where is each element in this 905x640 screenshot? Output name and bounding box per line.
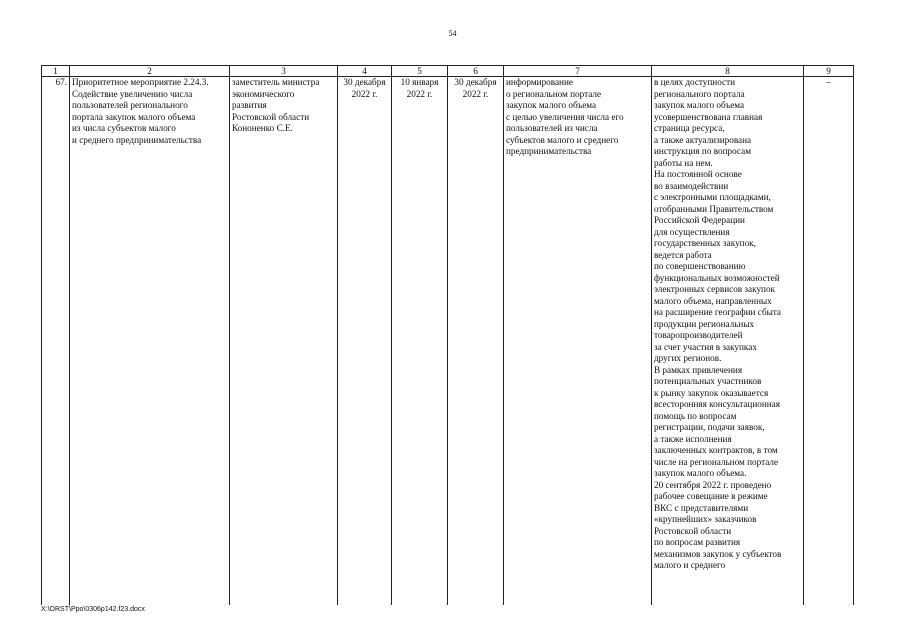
text-line: 30 декабря <box>454 77 497 87</box>
text-line: 2022 г. <box>462 88 489 99</box>
header-cell: 9 <box>804 66 854 77</box>
text-line: малого и среднего <box>654 560 726 570</box>
text-line: Содействие увеличению числа <box>72 88 193 99</box>
text-line: с электронными площадками, <box>654 192 771 202</box>
date-start-cell <box>338 77 392 606</box>
header-cell: 6 <box>448 66 504 77</box>
text-line: малого объема, направленных <box>654 295 772 306</box>
text-line: На постоянной основе <box>654 169 742 179</box>
text-line: закупок малого объема <box>654 100 745 110</box>
text-line: на расширение географии сбыта <box>654 307 781 317</box>
text-line: по вопросам развития <box>654 537 741 547</box>
text-line: заместитель министра <box>232 77 320 87</box>
text-line: пользователей регионального <box>72 100 188 110</box>
text-line: товаропроизводителей <box>654 330 743 340</box>
text-line: 10 января <box>400 77 439 87</box>
header-cell: 5 <box>392 66 448 77</box>
text-line: пользователей из числа <box>506 123 598 133</box>
text-line: 30 декабря <box>343 77 386 87</box>
text-line: числе на региональном портале <box>654 456 779 467</box>
text-line: и среднего предпринимательства <box>72 134 202 145</box>
text-line: из числа субъектов малого <box>72 123 176 133</box>
text-line: закупок малого объема <box>506 100 597 110</box>
text-line: ВКС с представителями <box>654 502 749 513</box>
header-cell: 8 <box>652 66 804 77</box>
row-number: 67. <box>42 77 70 606</box>
text-line: экономического <box>232 88 295 99</box>
text-line: помощь по вопросам <box>654 410 737 421</box>
text-line: закупок малого объема. <box>654 468 747 478</box>
activity-cell <box>70 77 230 606</box>
text-line: а также исполнения <box>654 433 732 444</box>
result-cell <box>504 77 652 606</box>
text-line: ведется работа <box>654 249 712 260</box>
text-line: к рынку закупок оказывается <box>654 387 769 398</box>
text-line: в целях доступности <box>654 77 736 87</box>
text-line: всесторонняя консультационная <box>654 399 780 409</box>
text-line: развития <box>232 100 267 110</box>
responsible-cell <box>230 77 338 606</box>
text-line: во взаимодействии <box>654 180 729 191</box>
text-line: работы на нем. <box>654 157 713 168</box>
text-line: продукции региональных <box>654 318 755 329</box>
plan-table <box>41 65 854 605</box>
header-cell: 4 <box>338 66 392 77</box>
header-row <box>42 66 854 77</box>
text-line: Российской Федерации <box>654 215 745 225</box>
text-line: заключенных контрактов, в том <box>654 445 778 455</box>
text-line: отобранными Правительством <box>654 203 774 214</box>
text-line: для осуществления <box>654 226 730 237</box>
page-number: 54 <box>448 29 457 38</box>
text-line: функциональных возможностей <box>654 272 780 283</box>
text-line: о региональном портале <box>506 88 602 99</box>
header-cell: 2 <box>70 66 230 77</box>
text-line: по совершенствованию <box>654 261 746 271</box>
date-end-cell <box>448 77 504 606</box>
text-line: 2022 г. <box>406 88 433 99</box>
text-line: а также актуализирована <box>654 134 752 145</box>
text-line: Приоритетное мероприятие 2.24.3. <box>72 77 209 87</box>
file-path-footer: X:\ORST\Ppo\0306p142.f23.docx <box>41 606 145 613</box>
text-line: других регионов. <box>654 353 722 363</box>
text-line: предпринимательства <box>506 146 592 156</box>
text-line: потенциальных участников <box>654 376 762 386</box>
text-line: субъектов малого и среднего <box>506 134 619 145</box>
header-cell: 7 <box>504 66 652 77</box>
text-line: страница ресурса, <box>654 123 725 133</box>
text-line: регистрации, подачи заявок, <box>654 422 765 432</box>
text-line: 2022 г. <box>351 88 378 99</box>
progress-cell <box>652 77 804 606</box>
date-plan-cell <box>392 77 448 606</box>
text-line: портала закупок малого объема <box>72 111 196 122</box>
header-cell: 1 <box>42 66 70 77</box>
text-line: механизмов закупок у субъектов <box>654 548 782 559</box>
text-line: усовершенствована главная <box>654 111 763 122</box>
text-line: электронных сервисов закупок <box>654 284 776 294</box>
note-cell: – <box>804 77 854 606</box>
text-line: В рамках привлечения <box>654 364 743 375</box>
text-line: Кононенко С.Е. <box>232 123 293 133</box>
table-row <box>42 77 854 606</box>
header-cell: 3 <box>230 66 338 77</box>
text-line: «крупнейших» заказчиков <box>654 514 757 524</box>
text-line: регионального портала <box>654 88 745 99</box>
text-line: за счет участия в закупках <box>654 341 757 352</box>
text-line: государственных закупок, <box>654 238 756 248</box>
text-line: Ростовской области <box>654 525 732 536</box>
text-line: инструкция по вопросам <box>654 146 752 156</box>
text-line: рабочее совещание в режиме <box>654 491 768 501</box>
text-line: информирование <box>506 77 573 87</box>
text-line: с целью увеличения числа его <box>506 111 624 122</box>
text-line: 20 сентября 2022 г. проведено <box>654 479 772 490</box>
text-line: Ростовской области <box>232 111 310 122</box>
